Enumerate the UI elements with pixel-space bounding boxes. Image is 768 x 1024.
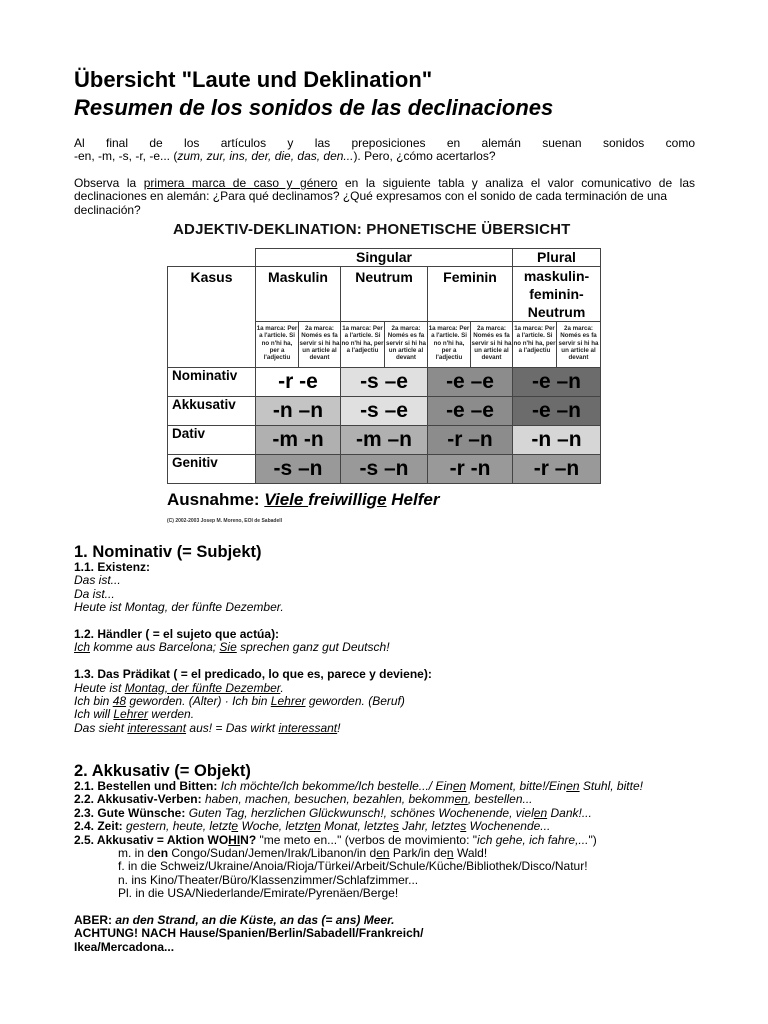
text-line (74, 722, 432, 735)
marca-2-note: 2a marca: Només es fa servir si hi ha un article al devant (299, 322, 341, 368)
underlined-text: s (460, 819, 467, 834)
text-segment: 1.1. Existenz: (74, 560, 151, 574)
text-segment: n. ins Kino/Theater/Büro/Klassenzimmer/Schlafzimmer... (118, 872, 419, 887)
text-segment: N? (240, 832, 260, 847)
ending-cell: -r –n (428, 426, 513, 455)
observa-line (74, 190, 695, 203)
kasus-header: Kasus (168, 267, 256, 368)
text-segment: ich gehe, ich fahre,... (477, 832, 589, 847)
text-line (74, 941, 643, 954)
text-line (74, 793, 643, 806)
underlined-text: n (446, 846, 454, 861)
text-segment: Monat, letzte (320, 819, 393, 834)
text-segment: 2.1. Bestellen und Bitten: (74, 779, 221, 793)
text-segment: ). Pero, ¿cómo acertarlos? (353, 149, 496, 164)
text-line (74, 860, 643, 873)
underlined-text: en (307, 819, 321, 834)
text-segment: "me meto en..." (verbos de movimiento: " (259, 832, 478, 847)
ending-cell: -n –n (513, 426, 601, 455)
text-segment: geworden. (Alter) · Ich bin (126, 694, 271, 709)
marca-2-note: 2a marca: Només es fa servir si hi ha un article al devant (557, 322, 601, 368)
text-segment: komme aus Barcelona; (90, 640, 220, 655)
ending-cell: -r -e (256, 368, 341, 397)
ending-cell: -s –e (341, 397, 428, 426)
text-segment: 2.5. Akkusativ = Aktion WO (74, 832, 229, 847)
ending-cell: -e –n (513, 397, 601, 426)
text-line (74, 927, 643, 940)
text-segment: Park/in de (389, 846, 447, 861)
text-segment: Heute ist Montag, der fünfte Dezember. (74, 600, 284, 615)
text-segment: ABER: (74, 913, 116, 928)
table-title: ADJEKTIV-DEKLINATION: PHONETISCHE ÜBERSICHT (173, 221, 571, 238)
underlined-text: s (392, 819, 399, 834)
text-segment: geworden. (Beruf) (305, 694, 405, 709)
text-segment: Ich bin (74, 694, 113, 709)
case-row-nominativ (168, 368, 601, 397)
case-label: Nominativ (168, 368, 256, 397)
text-line (74, 628, 432, 641)
text-segment: zum, zur, ins, der, die, das, den... (177, 149, 354, 164)
declension-table (167, 248, 601, 484)
document-subtitle: Resumen de los sonidos de las declinaciones (74, 95, 554, 120)
text-segment: , bestellen... (467, 792, 533, 807)
text-segment: aus! = Das wirkt (186, 720, 279, 735)
text-segment: Ikea/Mercadona... (74, 939, 175, 954)
text-segment: f. in die Schweiz/Ukraine/Anoia/Rioja/Türkei/Arbeit/Schule/Küche/Bibliothek/Disco/Natur! (118, 859, 588, 874)
text-segment: . (280, 680, 284, 695)
ending-cell: -e –n (513, 368, 601, 397)
text-segment: declinaciones en alemán: ¿Para qué declinamos? ¿Qué expresamos con el sonido de cada terminación de una (74, 189, 668, 204)
text-segment: 2.2. Akkusativ-Verben: (74, 792, 205, 807)
underlined-text: Viele (264, 490, 309, 509)
text-segment: Pl. in die USA/Niederlande/Emirate/Pyrenäen/Berge! (118, 886, 399, 901)
text-line (74, 682, 432, 695)
text-segment: gestern, heute, letzt (126, 819, 232, 834)
text-segment: Helfer (386, 490, 440, 509)
observa-paragraph (74, 177, 695, 217)
underlined-text: Sie (219, 640, 237, 655)
text-segment: Woche, letzt (238, 819, 308, 834)
text-segment: Guten Tag, herzlichen Glückwunsch!, schönes Wochenende, viel (188, 805, 534, 820)
text-segment: ! (337, 720, 341, 735)
underlined-text: e (377, 490, 387, 509)
text-segment: 1.3. Das Prädikat ( = el predicado, lo que es, parece y deviene): (74, 667, 432, 682)
marca-1-note: 1a marca: Per a l'article. Si no n'hi ha, per a l'adjectiu (513, 322, 557, 368)
underlined-text: primera marca de caso y género (143, 176, 338, 190)
ending-cell: -e –e (428, 397, 513, 426)
text-segment: Jahr, letzte (398, 819, 461, 834)
text-segment: en la siguiente tabla y analiza el valor comunicativo de las (337, 176, 695, 190)
text-line (74, 574, 432, 587)
case-label: Akkusativ (168, 397, 256, 426)
case-label: Dativ (168, 426, 256, 455)
text-line (74, 708, 432, 721)
underlined-text: en (454, 792, 468, 807)
text-line (74, 655, 432, 668)
text-segment: -en, -m, -s, -r, -e... ( (74, 149, 178, 164)
gender-header: Neutrum (341, 267, 428, 322)
text-segment: 2.3. Gute Wünsche: (74, 805, 189, 820)
marca-1-note: 1a marca: Per a l'article. Si no n'hi ha, per a l'adjectiu (341, 322, 385, 368)
text-line (74, 641, 432, 654)
section-nominativ-body (74, 561, 432, 735)
ending-cell: -s –e (341, 368, 428, 397)
case-label: Genitiv (168, 455, 256, 484)
text-line (74, 847, 643, 860)
ending-cell: -s –n (341, 455, 428, 484)
marca-2-note: 2a marca: Només es fa servir si hi ha un article al devant (471, 322, 513, 368)
case-row-akkusativ (168, 397, 601, 426)
underlined-text: interessant (127, 720, 187, 735)
intro-line (74, 150, 695, 163)
text-segment: Dank!... (547, 805, 592, 820)
text-segment: Ausnahme: (167, 490, 265, 509)
document-title: Übersicht "Laute und Deklination" (74, 67, 433, 92)
underlined-text: en (452, 779, 467, 793)
text-segment: Ich möchte/Ich bekomme/Ich bestelle.../ Ein (220, 779, 453, 793)
marca-1-note: 1a marca: Per a l'article. Si no n'hi ha, per a l'adjectiu (256, 322, 299, 368)
text-line (74, 601, 432, 614)
case-row-dativ (168, 426, 601, 455)
text-line (74, 615, 432, 628)
marca-1-note: 1a marca: Per a l'article. Si no n'hi ha, per a l'adjectiu (428, 322, 471, 368)
ending-cell: -s –n (256, 455, 341, 484)
text-line (74, 780, 643, 793)
ending-cell: -m -n (256, 426, 341, 455)
marca-2-note: 2a marca: Només es fa servir si hi ha un article al devant (385, 322, 428, 368)
text-line (74, 588, 432, 601)
underlined-text: 48 (112, 694, 127, 709)
text-segment: m. in d (118, 846, 155, 861)
ending-cell: -n –n (256, 397, 341, 426)
blank-corner (168, 249, 256, 267)
text-line (74, 834, 643, 847)
plural-header: Plural (513, 249, 601, 267)
underlined-text: en (533, 805, 548, 820)
text-segment: Da ist... (74, 586, 115, 601)
text-line (74, 874, 643, 887)
text-segment: Moment, bitte!/Ein (466, 779, 567, 793)
observa-line (74, 204, 695, 217)
text-segment: freiwillig (308, 490, 378, 509)
text-line (74, 914, 643, 927)
text-segment: en (154, 846, 169, 861)
text-segment: declinación? (74, 202, 141, 217)
case-row-genitiv (168, 455, 601, 484)
copyright-credit: (C) 2002-2003 Josep M. Moreno, EOI de Sabadell (167, 518, 283, 524)
underlined-text: HI (228, 832, 241, 847)
text-segment: ACHTUNG! NACH Hause/Spanien/Berlin/Sabadell/Frankreich/ (74, 926, 424, 941)
gender-header: maskulin-feminin-Neutrum (513, 267, 601, 322)
text-segment: 2.4. Zeit: (74, 819, 127, 834)
underlined-text: Ich (74, 640, 91, 655)
text-line (74, 901, 643, 914)
text-segment: ") (588, 832, 597, 847)
ending-cell: -e –e (428, 368, 513, 397)
underlined-text: Lehrer (270, 694, 306, 709)
underlined-text: e (231, 819, 239, 834)
text-segment: an den Strand, an die Küste, an das (= ans) Meer. (115, 913, 395, 928)
text-segment: 1.2. Händler ( = el sujeto que actúa): (74, 627, 280, 642)
text-line (74, 695, 432, 708)
ending-cell: -r -n (428, 455, 513, 484)
ending-cell: -m –n (341, 426, 428, 455)
text-segment: Das sieht (74, 720, 128, 735)
text-line (74, 561, 432, 574)
text-line (74, 807, 643, 820)
text-segment: Al final de los artículos y las preposiciones en alemán suenan sonidos como (74, 136, 695, 150)
text-segment: Das ist... (74, 573, 121, 588)
text-segment: haben, machen, besuchen, bezahlen, bekomm (204, 792, 455, 807)
observa-line (74, 177, 695, 190)
text-segment: sprechen ganz gut Deutsch! (236, 640, 390, 655)
exception-note (167, 490, 439, 510)
section-akkusativ-heading: 2. Akkusativ (= Objekt) (74, 762, 251, 780)
gender-header: Maskulin (256, 267, 341, 322)
text-segment: Wochenende... (466, 819, 551, 834)
gender-header: Feminin (428, 267, 513, 322)
text-segment: Observa la (74, 176, 144, 190)
text-line (74, 887, 643, 900)
ending-cell: -r –n (513, 455, 601, 484)
text-segment: Congo/Sudan/Jemen/Irak/Libanon/in d (168, 846, 377, 861)
intro-line (74, 137, 695, 150)
text-line (74, 668, 432, 681)
singular-header: Singular (256, 249, 513, 267)
underlined-text: en (376, 846, 390, 861)
section-akkusativ-body (74, 780, 643, 954)
underlined-text: Montag, der fünfte Dezember (124, 680, 281, 695)
text-segment: werden. (148, 707, 195, 722)
underlined-text: interessant (278, 720, 338, 735)
section-nominativ-heading: 1. Nominativ (= Subjekt) (74, 543, 262, 561)
intro-paragraph (74, 137, 695, 164)
underlined-text: Lehrer (113, 707, 149, 722)
text-segment: Ich will (74, 707, 114, 722)
text-line (74, 820, 643, 833)
underlined-text: en (566, 779, 580, 793)
text-segment: Stuhl, bitte! (579, 779, 643, 793)
text-segment: Heute ist (74, 680, 125, 695)
text-segment: Wald! (453, 846, 488, 861)
